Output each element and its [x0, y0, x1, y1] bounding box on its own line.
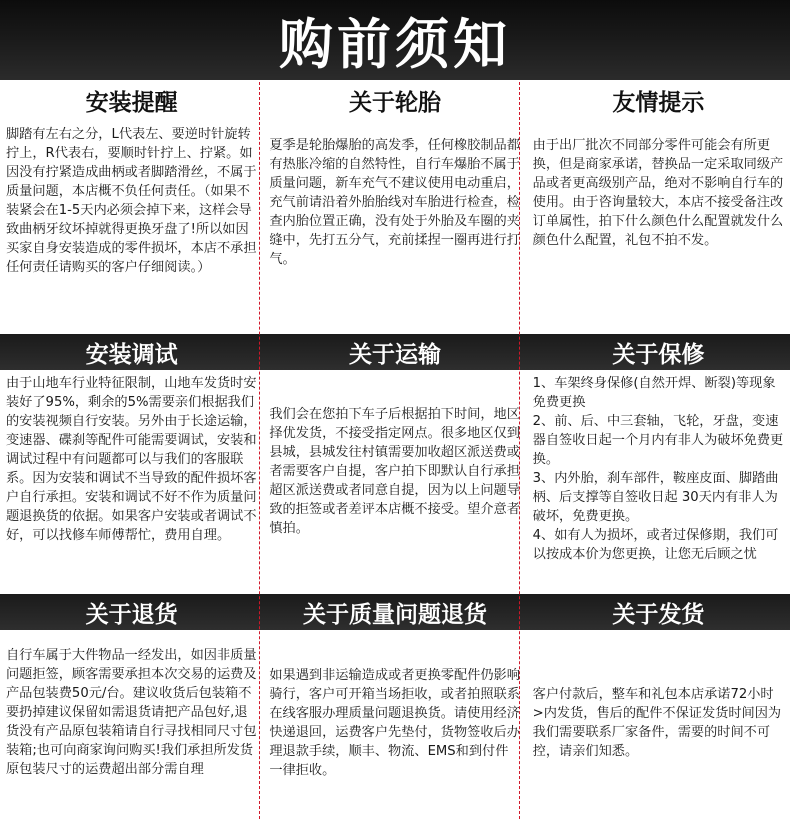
header-friendly-tips: 友情提示 — [612, 89, 705, 116]
column-divider-left — [259, 82, 260, 819]
section-body-row-1 — [0, 122, 790, 334]
friendly-tips-text: 由于出厂批次不同部分零件可能会有所更换，但是商家承诺，替换品一定采取同级产品或者更高级别产品，绝对不影响自行车的使用。由于咨询量较大，本店不接受备注改订单属性，拍下什么颜色什么配置就发什么颜色什么配置，礼包不拍不发。 — [532, 138, 784, 248]
warranty-item-1: 1、车架终身保修(自然开焊、断裂)等现象免费更换 — [532, 376, 776, 410]
title-banner — [0, 0, 790, 80]
header-about-shipping-transport: 关于运输 — [348, 341, 441, 368]
header-about-tires: 关于轮胎 — [348, 89, 441, 116]
quality-returns-text: 如果遇到非运输造成或者更换零配件仍影响骑行，客户可开箱当场拒收，或者拍照联系在线客服办理质量问题退换货。请使用经济快递退回，运费客户先垫付，货物签收后办理退款手续，顺丰、物流、EMS和到付件一律拒收。 — [269, 668, 520, 778]
section-header-row-2 — [0, 334, 790, 370]
install-reminder-text: 脚踏有左右之分，L代表左、要逆时针旋转拧上，R代表右，要顺时针拧上、拧紧。如因没有拧紧造成曲柄或者脚踏滑丝，不属于质量问题，本店概不负任何责任。（如果不装紧会在1-5天内必须会掉下来，这样会导致曲柄牙纹坏掉就得更换牙盘了!所以如因买家自身安装造成的零件损坏，本店不承担任何责任请购买的客户仔细阅读。） — [6, 127, 257, 275]
body-about-warranty — [527, 372, 790, 594]
section-header-row-1 — [0, 82, 790, 118]
body-quality-returns — [263, 630, 526, 819]
header-install-debug: 安装调试 — [85, 341, 178, 368]
body-friendly-tips — [527, 122, 790, 334]
body-about-returns — [0, 630, 263, 819]
section-body-row-3 — [0, 630, 790, 819]
body-about-transport — [263, 372, 526, 594]
warranty-item-4: 4、如有人为损坏，或者过保修期，我们可以按成本价为您更换，让您无后顾之忧 — [532, 528, 779, 562]
body-about-dispatch — [527, 630, 790, 819]
about-dispatch-text: 客户付款后，整车和礼包本店承诺72小时>内发货，售后的配件不保证发货时间因为我们需要联系厂家备件，需要的时间不可控，请亲们知悉。 — [532, 687, 782, 759]
section-body-row-2 — [0, 372, 790, 594]
warranty-item-2: 2、前、后、中三套轴，飞轮，牙盘，变速器自签收日起一个月内有非人为破坏免费更换。 — [532, 414, 784, 467]
header-about-warranty: 关于保修 — [612, 341, 705, 368]
header-install-reminder: 安装提醒 — [85, 89, 178, 116]
about-tires-text: 夏季是轮胎爆胎的高发季，任何橡胶制品都有热胀冷缩的自然特性，自行车爆胎不属于质量问题，新车充气不建议使用电动重启，充气前请沿着外胎胎线对车胎进行检查，检查内胎位置正确，没有处于外胎及车圈的夹缝中，先打五分气，充前揉捏一圈再进行打气。 — [269, 138, 520, 267]
warranty-item-3: 3、内外胎，刹车部件，鞍座皮面、脚踏曲柄、后支撑等自签收日起 30天内有非人为破坏，免费更换。 — [532, 471, 779, 524]
about-returns-text: 自行车属于大件物品一经发出，如因非质量问题拒签，顾客需要承担本次交易的运费及产品包装费50元/台。建议收货后包装箱不要扔掉建议保留如需退货请把产品包好,退货没有产品原包装箱请自行寻找相同尺寸包装箱;也可向商家询问购买!我们承担所发货原包装尺寸的运费超出部分需自理 — [6, 648, 257, 777]
body-about-tires — [263, 122, 526, 334]
body-install-debug — [0, 372, 263, 594]
header-about-dispatch: 关于发货 — [612, 601, 705, 628]
section-header-row-3 — [0, 594, 790, 630]
header-quality-returns: 关于质量问题退货 — [302, 601, 487, 628]
install-debug-text: 由于山地车行业特征限制，山地车发货时安装好了95%，剩余的5%需要亲们根据我们的安装视频自行安装。另外由于长途运输，变速器、碟刹等配件可能需要调试，安装和调试过程中有问题都可以与我们的客服联系。因为安装和调试不当导致的配件损坏客户自行承担。安装和调试不好不作为质量问题退换货的依据。如果客户安装或者调试不好，可以找修车师傅帮忙，费用自理。 — [6, 376, 257, 543]
about-transport-text: 我们会在您拍下车子后根据拍下时间，地区择优发货，不接受指定网点。很多地区仅到县城，县城发往村镇需要加收超区派送费或者需要客户自提，客户拍下即默认自行承担超区派送费或者同意自提，因为以上问题导致的拒签或者差评本店概不接受。望介意者慎拍。 — [269, 407, 520, 536]
body-install-reminder — [0, 122, 263, 334]
header-about-returns: 关于退货 — [85, 601, 178, 628]
column-divider-right — [519, 82, 520, 819]
page-title: 购前须知 — [279, 12, 511, 76]
